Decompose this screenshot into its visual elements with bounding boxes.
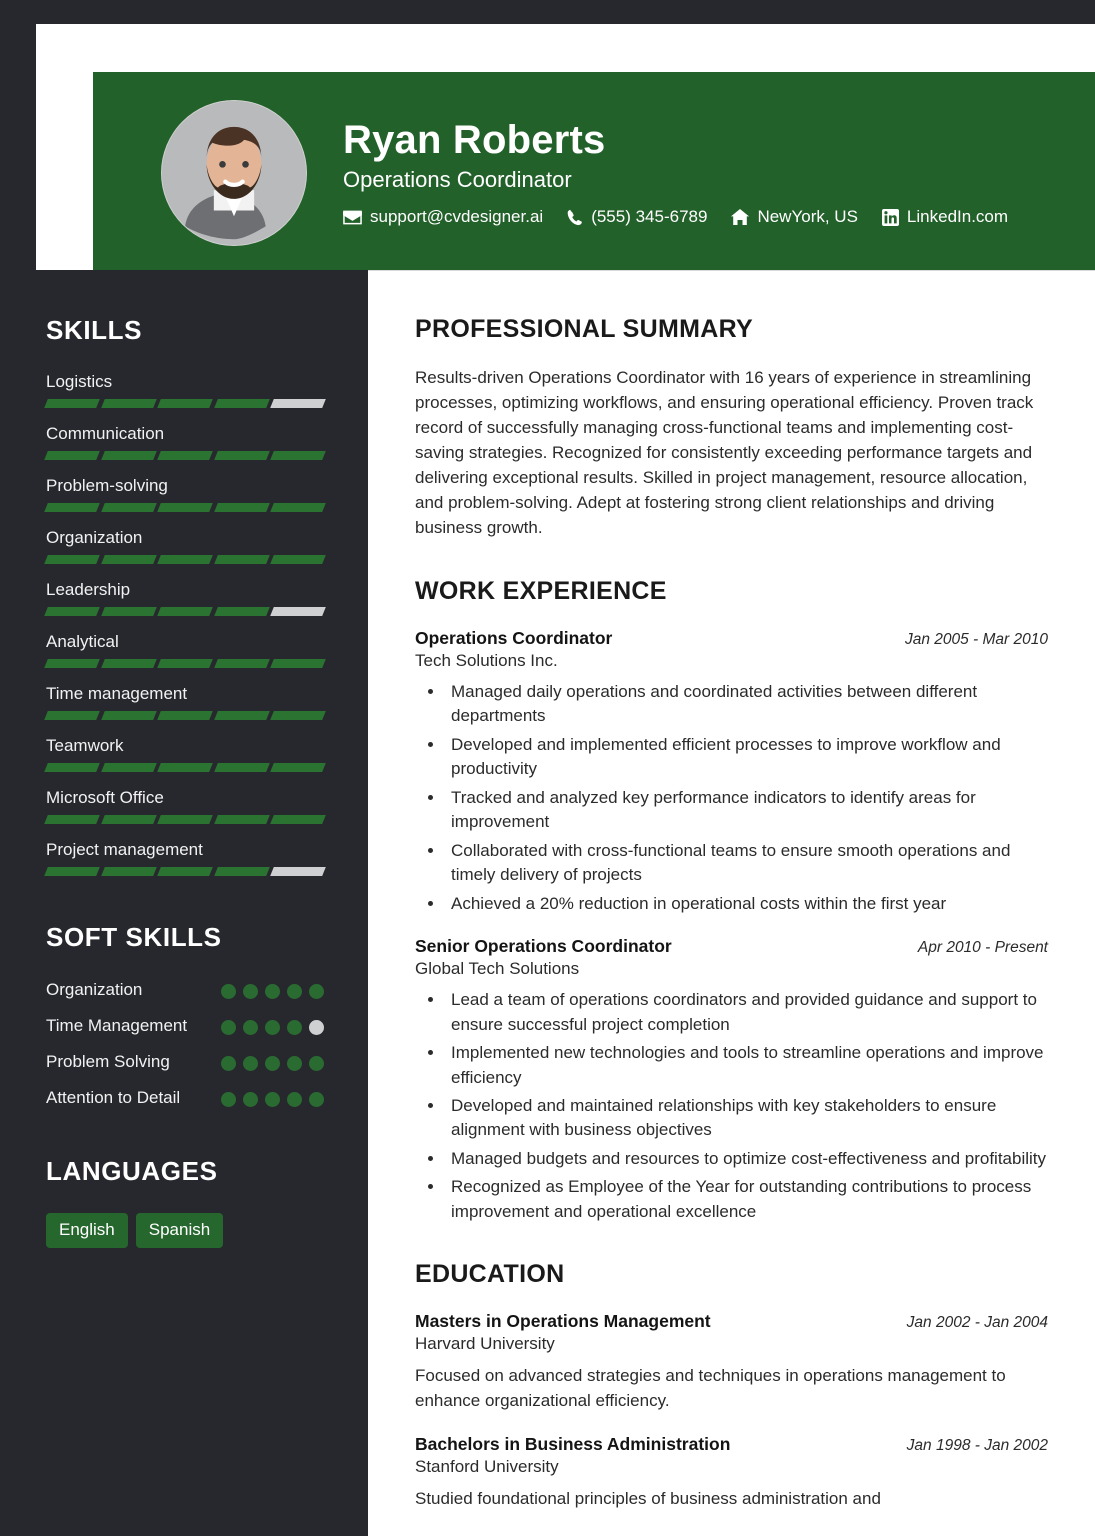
skill-bar-segment (44, 711, 99, 720)
work-heading: WORK EXPERIENCE (415, 576, 667, 605)
envelope-icon (343, 210, 362, 225)
skill-level-bar (46, 555, 324, 564)
skill-bar-segment (44, 607, 99, 616)
skill-bar-segment (271, 555, 326, 564)
soft-skill-rating (221, 1015, 324, 1035)
skill-bar-segment (214, 607, 269, 616)
rating-dot (243, 1092, 258, 1107)
skill-label: Leadership (46, 580, 131, 599)
contact-location-text: NewYork, US (757, 207, 858, 226)
contact-phone[interactable] (567, 207, 707, 227)
skill-bar-segment (157, 451, 212, 460)
entry-header (415, 1434, 1048, 1455)
skill-level-bar (46, 451, 324, 460)
skill-bar-segment (214, 399, 269, 408)
skills-heading: SKILLS (46, 315, 143, 345)
skill-bar-segment (101, 399, 156, 408)
rating-dot (287, 1056, 302, 1071)
rating-dot (243, 984, 258, 999)
entry-organization: Global Tech Solutions (415, 959, 580, 979)
skill-bar-segment (157, 763, 212, 772)
main-content (368, 271, 1095, 1536)
skill-bar-segment (157, 711, 212, 720)
header-white-frame (36, 24, 1095, 270)
skill-bar-segment (271, 867, 326, 876)
languages-list (46, 1213, 324, 1248)
skill-bar-segment (271, 763, 326, 772)
rating-dot (287, 1092, 302, 1107)
skill-bar-segment (157, 607, 212, 616)
entry-description: Studied foundational principles of business administration and (415, 1488, 881, 1508)
skill-item (46, 424, 324, 460)
skill-bar-segment (214, 659, 269, 668)
skill-bar-segment (44, 867, 99, 876)
rating-dot (287, 1020, 302, 1035)
rating-dot (243, 1056, 258, 1071)
entry-bullet: • Implemented new technologies and tools to streamline operations and improve efficiency (445, 1041, 1048, 1090)
skill-label: Organization (46, 528, 143, 547)
language-pill: Spanish (136, 1213, 223, 1248)
home-icon (731, 209, 749, 225)
header-banner (93, 72, 1095, 274)
skill-item (46, 788, 324, 824)
skill-bar-segment (214, 555, 269, 564)
entry-bullet: • Recognized as Employee of the Year for outstanding contributions to process improvement and operational excellence (445, 1175, 1048, 1224)
skill-bar-segment (271, 451, 326, 460)
skill-item (46, 372, 324, 408)
skill-bar-segment (271, 399, 326, 408)
skill-item (46, 840, 324, 876)
entry-bullet: • Managed daily operations and coordinated activities between different departments (445, 680, 1048, 729)
skill-label: Problem-solving (46, 476, 168, 495)
work-entry (415, 628, 1048, 916)
contact-linkedin[interactable] (882, 207, 1008, 227)
soft-skill-label: Problem Solving (46, 1051, 170, 1071)
skill-label: Logistics (46, 372, 113, 391)
soft-skill-label: Attention to Detail (46, 1087, 181, 1107)
entry-date: Jan 2005 - Mar 2010 (904, 630, 1048, 648)
education-entry (415, 1434, 1048, 1512)
summary-text: Results-driven Operations Coordinator with 16 years of experience in streamlining processes, optimizing workflows, and ensuring operational efficiency. Proven track record of successfully managing cross-functional teams and implementing cost-saving strategies. Recognized for consistently exceeding performance targets and delivering exceptional results. Skilled in project management, resource allocation, and problem-solving. Adept at fostering strong client relationships and driving business growth. (415, 368, 1034, 537)
avatar (161, 100, 307, 246)
rating-dot (221, 1092, 236, 1107)
skill-level-bar (46, 399, 324, 408)
skill-bar-segment (214, 503, 269, 512)
soft-skill-item (46, 979, 324, 1002)
contact-list (343, 207, 1008, 227)
entry-bullet: • Lead a team of operations coordinators and provided guidance and support to ensure successful project completion (445, 988, 1048, 1037)
skill-bar-segment (101, 555, 156, 564)
soft-skill-rating (221, 979, 324, 999)
language-pill: English (46, 1213, 128, 1248)
entry-date: Jan 1998 - Jan 2002 (906, 1436, 1048, 1454)
entry-description: Focused on advanced strategies and techniques in operations management to enhance organizational efficiency. (415, 1366, 1006, 1410)
skill-item (46, 736, 324, 772)
education-heading: EDUCATION (415, 1260, 565, 1289)
rating-dot (221, 984, 236, 999)
entry-header (415, 1311, 1048, 1332)
soft-skills-heading: SOFT SKILLS (46, 922, 222, 952)
candidate-name: Ryan Roberts (343, 118, 606, 162)
entry-organization: Tech Solutions Inc. (415, 650, 558, 670)
rating-dot (309, 1020, 324, 1035)
skill-bar-segment (157, 555, 212, 564)
contact-linkedin-text: LinkedIn.com (906, 207, 1009, 226)
contact-phone-text: (555) 345-6789 (591, 207, 708, 226)
work-entry (415, 936, 1048, 1224)
candidate-role: Operations Coordinator (343, 167, 572, 192)
work-list (415, 628, 1048, 1224)
rating-dot (221, 1020, 236, 1035)
skill-bar-segment (44, 659, 99, 668)
soft-skill-label: Time Management (46, 1015, 188, 1035)
skill-level-bar (46, 503, 324, 512)
skill-bar-segment (214, 711, 269, 720)
skill-bar-segment (101, 815, 156, 824)
skill-bar-segment (214, 763, 269, 772)
rating-dot (265, 984, 280, 999)
skills-list (46, 372, 324, 876)
skill-item (46, 528, 324, 564)
rating-dot (287, 984, 302, 999)
skill-label: Teamwork (46, 736, 124, 755)
sidebar (0, 270, 368, 1536)
skill-bar-segment (101, 763, 156, 772)
languages-heading: LANGUAGES (46, 1155, 218, 1186)
skill-bar-segment (157, 815, 212, 824)
rating-dot (221, 1056, 236, 1071)
soft-skill-rating (221, 1087, 324, 1107)
skill-level-bar (46, 815, 324, 824)
skill-level-bar (46, 607, 324, 616)
skill-bar-segment (271, 607, 326, 616)
entry-bullet: • Developed and implemented efficient processes to improve workflow and productivity (445, 733, 1048, 782)
skill-bar-segment (157, 659, 212, 668)
soft-skill-item (46, 1015, 324, 1038)
skill-bar-segment (101, 867, 156, 876)
skill-bar-segment (44, 763, 99, 772)
skill-level-bar (46, 711, 324, 720)
rating-dot (265, 1092, 280, 1107)
rating-dot (265, 1056, 280, 1071)
skill-bar-segment (271, 711, 326, 720)
skill-bar-segment (271, 503, 326, 512)
skill-bar-segment (101, 451, 156, 460)
skill-item (46, 632, 324, 668)
education-entry (415, 1311, 1048, 1413)
skill-bar-segment (157, 503, 212, 512)
skill-label: Microsoft Office (46, 788, 164, 807)
skill-bar-segment (214, 451, 269, 460)
entry-bullet: • Managed budgets and resources to optimize cost-effectiveness and profitability (445, 1147, 1048, 1171)
contact-email[interactable] (343, 207, 543, 227)
soft-skills-list (46, 979, 324, 1110)
skill-bar-segment (44, 451, 99, 460)
skill-label: Time management (46, 684, 188, 703)
skill-level-bar (46, 659, 324, 668)
rating-dot (309, 1092, 324, 1107)
skill-item (46, 684, 324, 720)
rating-dot (243, 1020, 258, 1035)
skill-level-bar (46, 763, 324, 772)
rating-dot (309, 984, 324, 999)
skill-label: Communication (46, 424, 165, 443)
entry-bullet: • Collaborated with cross-functional teams to ensure smooth operations and timely delivery of projects (445, 839, 1048, 888)
entry-bullet-list (445, 988, 1048, 1224)
skill-bar-segment (214, 867, 269, 876)
entry-bullet: • Tracked and analyzed key performance indicators to identify areas for improvement (445, 786, 1048, 835)
skill-bar-segment (101, 711, 156, 720)
soft-skill-item (46, 1087, 324, 1110)
skill-bar-segment (157, 399, 212, 408)
skill-bar-segment (271, 815, 326, 824)
entry-bullet: • Developed and maintained relationships with key stakeholders to ensure alignment with business objectives (445, 1094, 1048, 1143)
skill-item (46, 476, 324, 512)
skill-bar-segment (44, 555, 99, 564)
entry-bullet-list (445, 680, 1048, 916)
soft-skill-item (46, 1051, 324, 1074)
rating-dot (265, 1020, 280, 1035)
entry-title: Bachelors in Business Administration (415, 1433, 731, 1454)
soft-skill-label: Organization (46, 980, 143, 999)
entry-title: Senior Operations Coordinator (415, 936, 672, 957)
entry-header (415, 936, 1048, 957)
linkedin-icon (882, 209, 899, 226)
skill-bar-segment (101, 659, 156, 668)
skill-level-bar (46, 867, 324, 876)
contact-location[interactable] (731, 207, 857, 227)
entry-title: Masters in Operations Management (415, 1311, 711, 1332)
entry-organization: Harvard University (415, 1334, 555, 1354)
rating-dot (309, 1056, 324, 1071)
skill-bar-segment (214, 815, 269, 824)
entry-date: Jan 2002 - Jan 2004 (906, 1314, 1048, 1332)
entry-title: Operations Coordinator (415, 627, 613, 648)
phone-icon (567, 209, 583, 226)
skill-bar-segment (44, 399, 99, 408)
contact-email-text: support@cvdesigner.ai (370, 207, 544, 226)
education-list (415, 1311, 1048, 1511)
skill-bar-segment (101, 503, 156, 512)
skill-item (46, 580, 324, 616)
skill-bar-segment (157, 867, 212, 876)
header-text-block (343, 119, 1008, 227)
skill-bar-segment (44, 503, 99, 512)
entry-date: Apr 2010 - Present (917, 939, 1048, 957)
skill-label: Project management (46, 840, 203, 859)
entry-organization: Stanford University (415, 1456, 559, 1476)
skill-bar-segment (44, 815, 99, 824)
skill-bar-segment (271, 659, 326, 668)
summary-heading: PROFESSIONAL SUMMARY (415, 315, 753, 343)
soft-skill-rating (221, 1051, 324, 1071)
entry-header (415, 628, 1048, 649)
skill-label: Analytical (46, 632, 119, 651)
skill-bar-segment (101, 607, 156, 616)
entry-bullet: • Achieved a 20% reduction in operational costs within the first year (445, 892, 1048, 916)
